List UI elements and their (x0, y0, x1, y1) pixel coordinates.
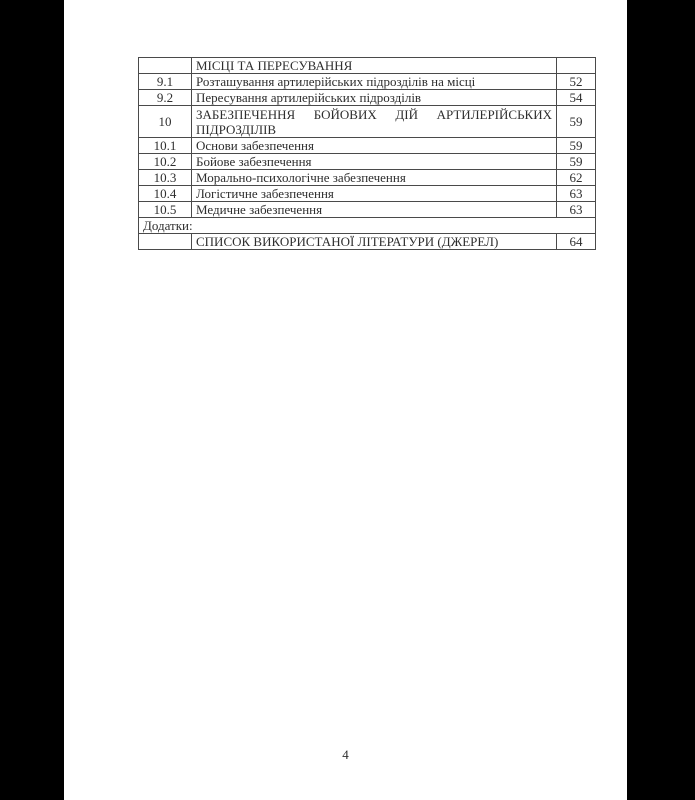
toc-section-title: СПИСОК ВИКОРИСТАНОЇ ЛІТЕРАТУРИ (ДЖЕРЕЛ) (192, 234, 557, 250)
toc-page-number: 59 (557, 106, 596, 138)
toc-page-number: 52 (557, 74, 596, 90)
toc-appendices-label: Додатки: (139, 218, 596, 234)
toc-page-number: 63 (557, 202, 596, 218)
toc-section-number (139, 234, 192, 250)
toc-section-title: Пересування артилерійських підрозділів (192, 90, 557, 106)
table-row (139, 170, 596, 186)
toc-section-number: 10.2 (139, 154, 192, 170)
table-row (139, 154, 596, 170)
table-row (139, 234, 596, 250)
toc-page-number: 59 (557, 138, 596, 154)
scan-margin-right-bar (627, 0, 695, 800)
table-row (139, 106, 596, 138)
toc-page-number: 64 (557, 234, 596, 250)
table-row-appendices (139, 218, 596, 234)
toc-section-title: Основи забезпечення (192, 138, 557, 154)
toc-page-number (557, 58, 596, 74)
table-row (139, 74, 596, 90)
toc-section-title: Розташування артилерійських підрозділів на місці (192, 74, 557, 90)
table-row (139, 90, 596, 106)
toc-section-title: Бойове забезпечення (192, 154, 557, 170)
toc-section-number (139, 58, 192, 74)
toc-section-number: 10.3 (139, 170, 192, 186)
toc-section-number: 9.1 (139, 74, 192, 90)
toc-page-number: 63 (557, 186, 596, 202)
toc-page-number: 62 (557, 170, 596, 186)
toc-section-title: Логістичне забезпечення (192, 186, 557, 202)
table-row (139, 202, 596, 218)
toc-section-title: Морально-психологічне забезпечення (192, 170, 557, 186)
toc-section-number: 10.5 (139, 202, 192, 218)
toc-section-number: 10.1 (139, 138, 192, 154)
toc-section-title: ЗАБЕЗПЕЧЕННЯ БОЙОВИХ ДІЙ АРТИЛЕРІЙСЬКИХ ПІДРОЗДІЛІВ (192, 106, 557, 138)
table-of-contents (138, 57, 596, 250)
toc-section-title: МІСЦІ ТА ПЕРЕСУВАННЯ (192, 58, 557, 74)
page-number-footer: 4 (342, 747, 349, 762)
toc-page-number: 59 (557, 154, 596, 170)
toc-section-number: 9.2 (139, 90, 192, 106)
scan-margin-left-bar (0, 0, 64, 800)
table-row (139, 186, 596, 202)
toc-page-number: 54 (557, 90, 596, 106)
table-row (139, 138, 596, 154)
table-row (139, 58, 596, 74)
toc-section-number: 10.4 (139, 186, 192, 202)
toc-section-number: 10 (139, 106, 192, 138)
toc-section-title: Медичне забезпечення (192, 202, 557, 218)
